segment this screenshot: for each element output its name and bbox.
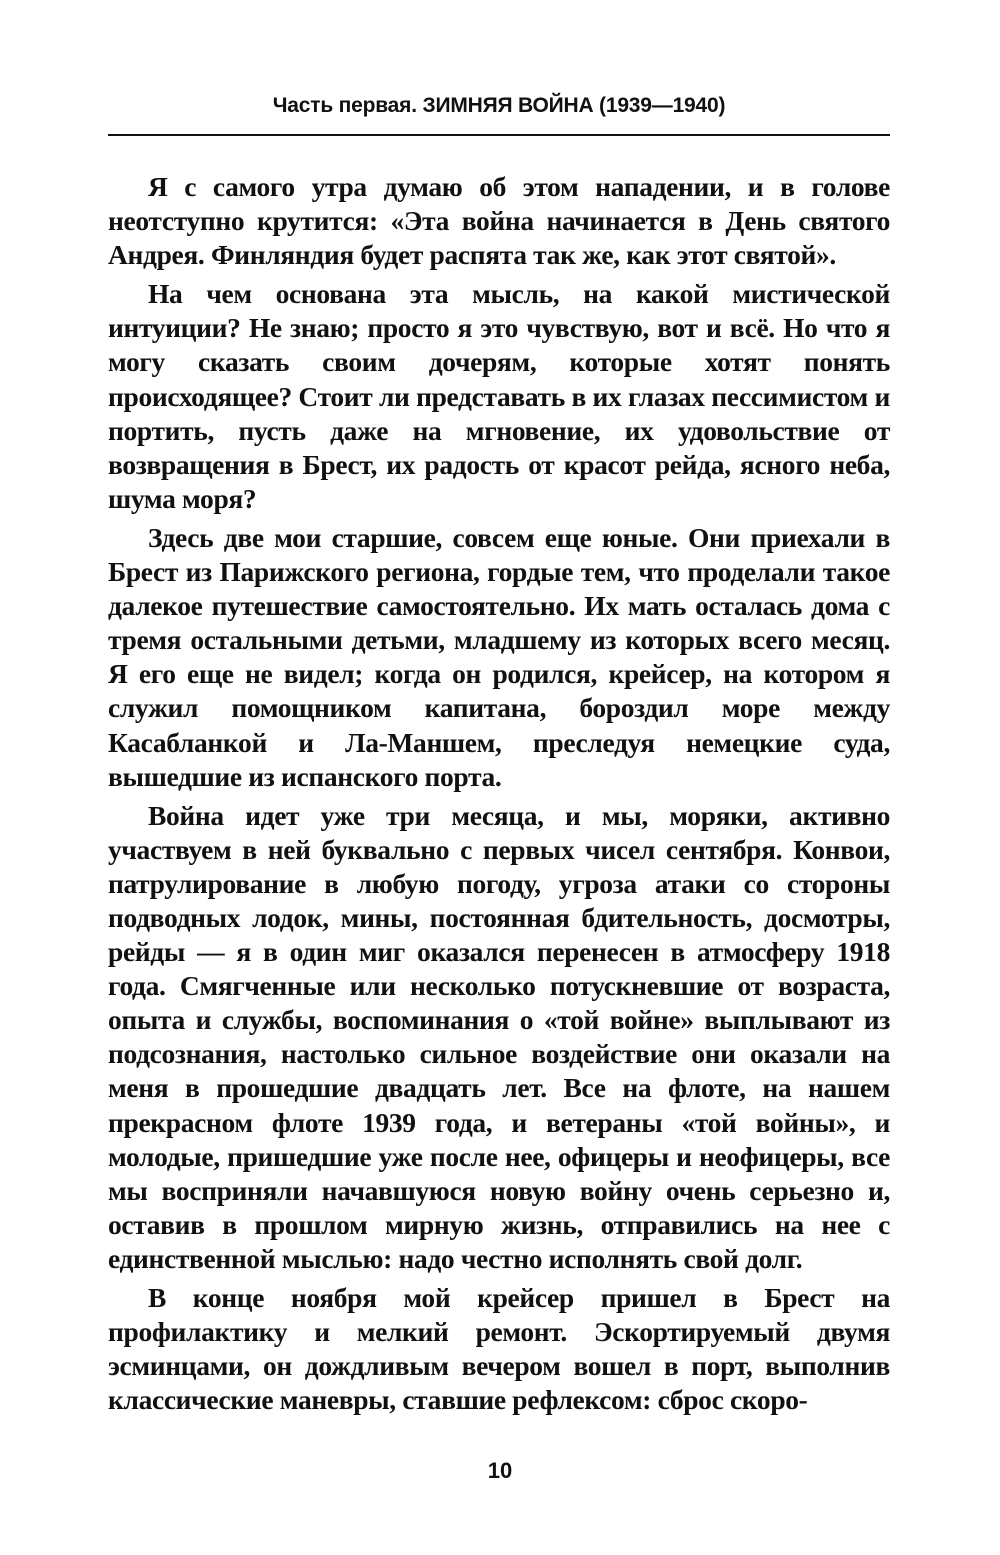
page-number: 10 <box>487 1458 513 1483</box>
header-rule <box>108 134 890 136</box>
body-text <box>108 170 890 1422</box>
paragraph: Война идет уже три месяца, и мы, моряки, активно участвуем в ней буквально с первых чисел сентября. Конвои, патрулирование в любую погоду, угроза атаки со стороны подводных лодок, мины, постоянная бдительность, досмотры, рейды — я в один миг оказался перенесен в атмосферу 1918 года. Смягченные или несколько потускневшие от возраста, опыта и службы, воспоминания о «той войне» выплывают из подсознания, настолько сильное воздействие они оказали на меня в прошедшие двадцать лет. Все на флоте, на нашем прекрасном флоте 1939 года, и ветераны «той войны», и молодые, пришедшие уже после нее, офицеры и неофицеры, все мы восприняли начавшуюся новую войну очень серьезно и, оставив в прошлом мирную жизнь, отправились на нее с единственной мыслью: надо честно исполнять свой долг. <box>108 799 890 1274</box>
paragraph: Я с самого утра думаю об этом нападении, и в голове неотступно крутится: «Эта война начинается в День святого Андрея. Финляндия будет распята так же, как этот святой». <box>108 171 890 271</box>
paragraph: В конце ноября мой крейсер пришел в Брест на профилактику и мелкий ремонт. Эскортируемый двумя эсминцами, он дождливым вечером вошел в порт, выполнив классические маневры, ставшие рефлексом: сброс скоро- <box>108 1282 890 1416</box>
paragraph: Здесь две мои старшие, совсем еще юные. Они приехали в Брест из Парижского региона, гордые тем, что проделали такое далекое путешествие самостоятельно. Их мать осталась дома с тремя остальными детьми, младшему из которых всего месяц. Я его еще не видел; когда он родился, крейсер, на котором я служил помощником капитана, бороздил море между Касабланкой и Ла-Маншем, преследуя немецкие суда, вышедшие из испанского порта. <box>108 521 890 792</box>
paragraph: На чем основана эта мысль, на какой мистической интуиции? Не знаю; просто я это чувствую, вот и всё. Но что я могу сказать своим дочерям, которые хотят понять происходящее? Стоит ли представать в их глазах пессимистом и портить, пусть даже на мгновение, их удовольствие от возвращения в Брест, их радость от красот рейда, ясного неба, шума моря? <box>108 278 890 514</box>
running-head: Часть первая. ЗИМНЯЯ ВОЙНА (1939—1940) <box>272 94 726 117</box>
